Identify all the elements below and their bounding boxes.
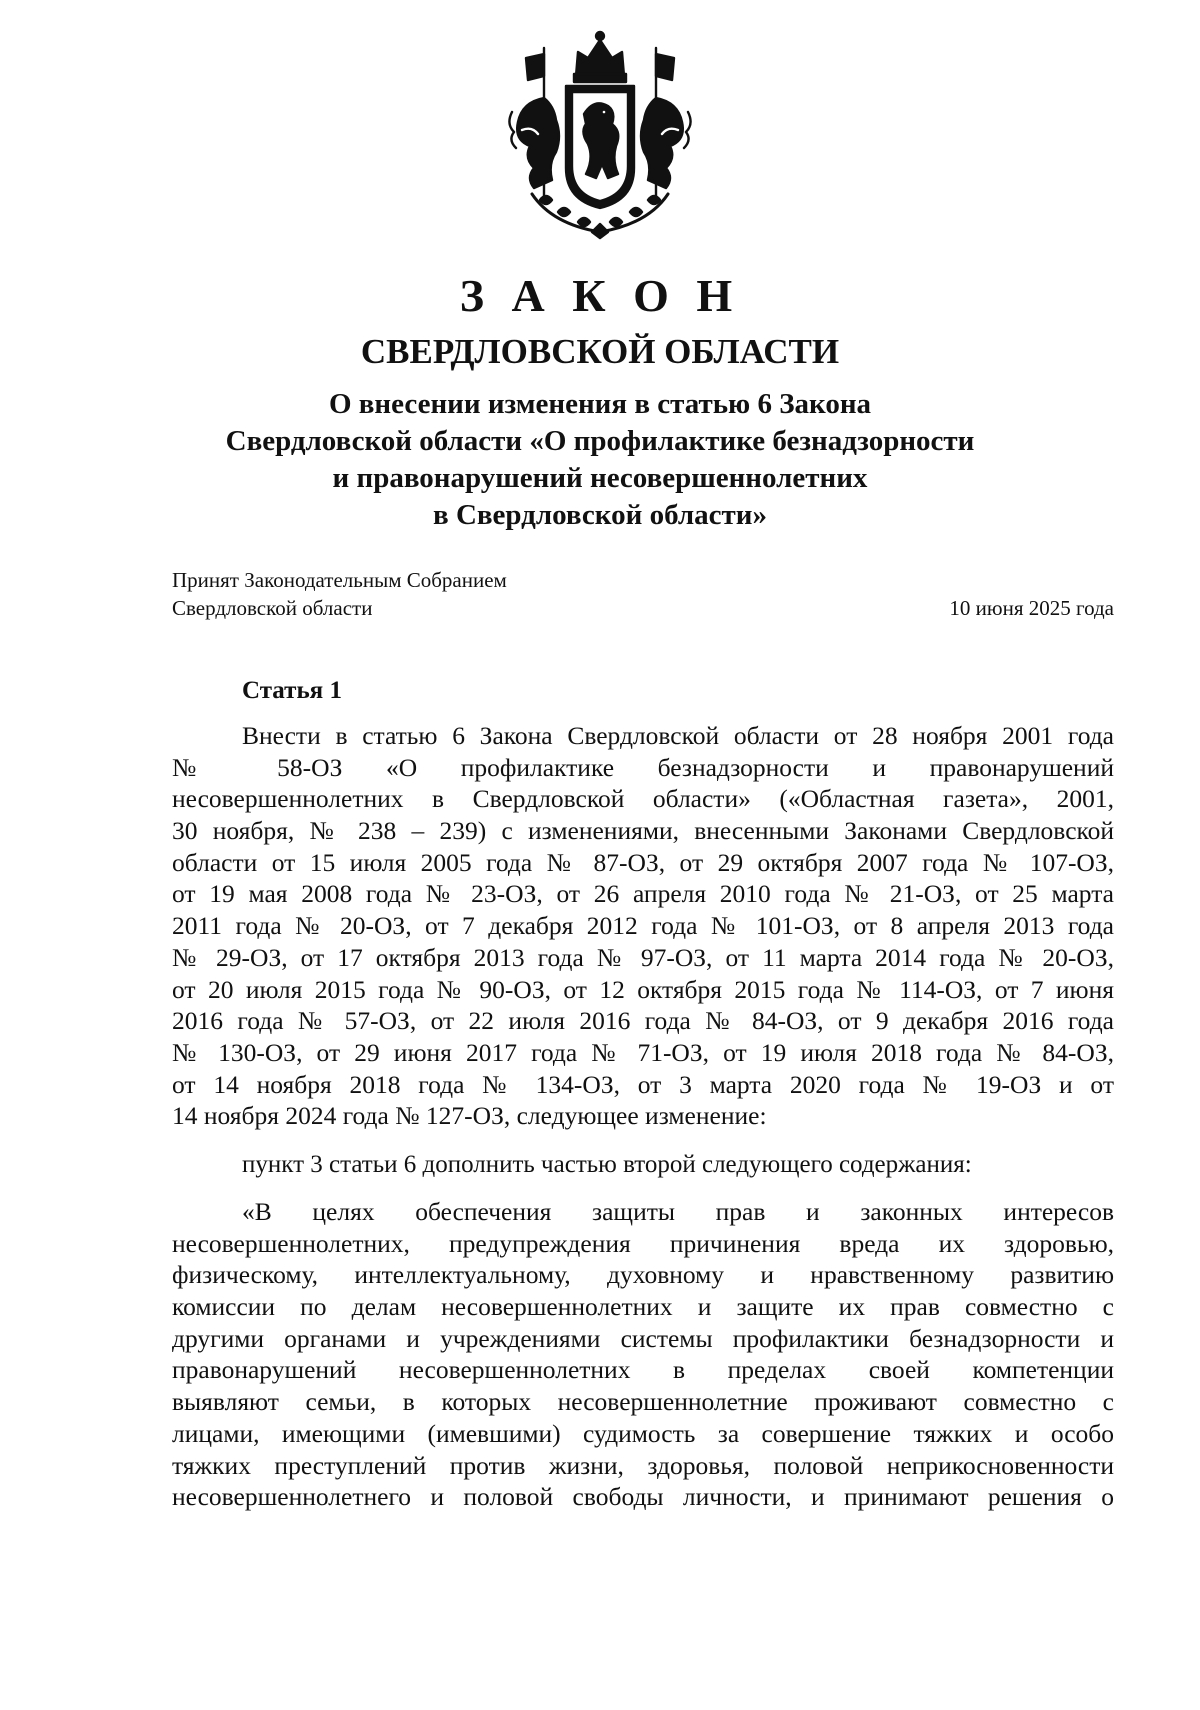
law-title: З А К О Н xyxy=(459,270,741,321)
paragraph-line: комиссии по делам несовершеннолетних и защите их прав совместно с xyxy=(172,1292,1114,1322)
paragraph-line: № 29-ОЗ, от 17 октября 2013 года № 97-ОЗ, от 11 марта 2014 года № 20-ОЗ, xyxy=(172,942,1114,972)
adoption-date: 10 июня 2025 года xyxy=(949,596,1114,620)
paragraph-line: несовершеннолетних, предупреждения причинения вреда их здоровью, xyxy=(172,1228,1114,1258)
article-paragraph xyxy=(172,720,1114,1132)
region-title: СВЕРДЛОВСКОЙ ОБЛАСТИ xyxy=(360,332,840,371)
subject-line: в Свердловской области» xyxy=(433,499,767,531)
coat-of-arms-emblem xyxy=(504,28,696,240)
paragraph-line: физическому, интеллектуальному, духовному и нравственному развитию xyxy=(172,1260,1114,1290)
paragraph-line: 2011 года № 20-ОЗ, от 7 декабря 2012 года № 101-ОЗ, от 8 апреля 2013 года xyxy=(172,911,1114,941)
paragraph-line: № 130-ОЗ, от 29 июня 2017 года № 71-ОЗ, от 19 июля 2018 года № 84-ОЗ, xyxy=(172,1037,1114,1067)
paragraph-line: Внести в статью 6 Закона Свердловской области от 28 ноября 2001 года xyxy=(242,721,1114,750)
paragraph-line: выявляют семьи, в которых несовершеннолетние проживают совместно с xyxy=(172,1387,1114,1417)
paragraph-line: от 19 мая 2008 года № 23-ОЗ, от 26 апреля 2010 года № 21-ОЗ, от 25 марта xyxy=(172,879,1114,909)
paragraph-line: 14 ноября 2024 года № 127-ОЗ, следующее изменение: xyxy=(172,1101,767,1131)
paragraph-line: тяжких преступлений против жизни, здоровья, половой неприкосновенности xyxy=(172,1450,1114,1480)
paragraph-line: от 20 июля 2015 года № 90-ОЗ, от 12 октября 2015 года № 114-ОЗ, от 7 июня xyxy=(172,974,1114,1004)
subject-line: и правонарушений несовершеннолетних xyxy=(332,462,868,494)
paragraph-line: № 58-ОЗ «О профилактике безнадзорности и правонарушений xyxy=(172,752,1114,782)
paragraph-line: 2016 года № 57-ОЗ, от 22 июля 2016 года № 84-ОЗ, от 9 декабря 2016 года xyxy=(172,1006,1114,1036)
paragraph-line: области от 15 июля 2005 года № 87-ОЗ, от 29 октября 2007 года № 107-ОЗ, xyxy=(172,847,1114,877)
paragraph-line: другими органами и учреждениями системы профилактики безнадзорности и xyxy=(172,1323,1114,1353)
law-subject-title xyxy=(150,386,1050,534)
paragraph-line: пункт 3 статьи 6 дополнить частью второй следующего содержания: xyxy=(242,1151,972,1178)
paragraph-line: несовершеннолетнего и половой свободы личности, и принимают решения о xyxy=(172,1482,1114,1512)
adoption-statement xyxy=(172,566,507,622)
subject-line: Свердловской области «О профилактике безнадзорности xyxy=(225,425,975,457)
paragraph-line: лицами, имеющими (имевшими) судимость за совершение тяжких и особо xyxy=(172,1418,1114,1448)
article-paragraph xyxy=(172,1149,1114,1181)
adoption-line: Принят Законодательным Собранием xyxy=(172,568,507,592)
paragraph-line: «В целях обеспечения защиты прав и законных интересов xyxy=(242,1197,1114,1226)
quoted-amendment-text xyxy=(172,1196,1114,1513)
subject-line: О внесении изменения в статью 6 Закона xyxy=(328,388,872,420)
paragraph-line: несовершеннолетних в Свердловской области» («Областная газета», 2001, xyxy=(172,784,1114,814)
paragraph-line: 30 ноября, № 238 – 239) с изменениями, внесенными Законами Свердловской xyxy=(172,816,1114,846)
paragraph-line: от 14 ноября 2018 года № 134-ОЗ, от 3 марта 2020 года № 19-ОЗ и от xyxy=(172,1069,1114,1099)
article-heading: Статья 1 xyxy=(242,677,342,704)
adoption-line: Свердловской области xyxy=(172,596,373,620)
paragraph-line: правонарушений несовершеннолетних в пределах своей компетенции xyxy=(172,1355,1114,1385)
